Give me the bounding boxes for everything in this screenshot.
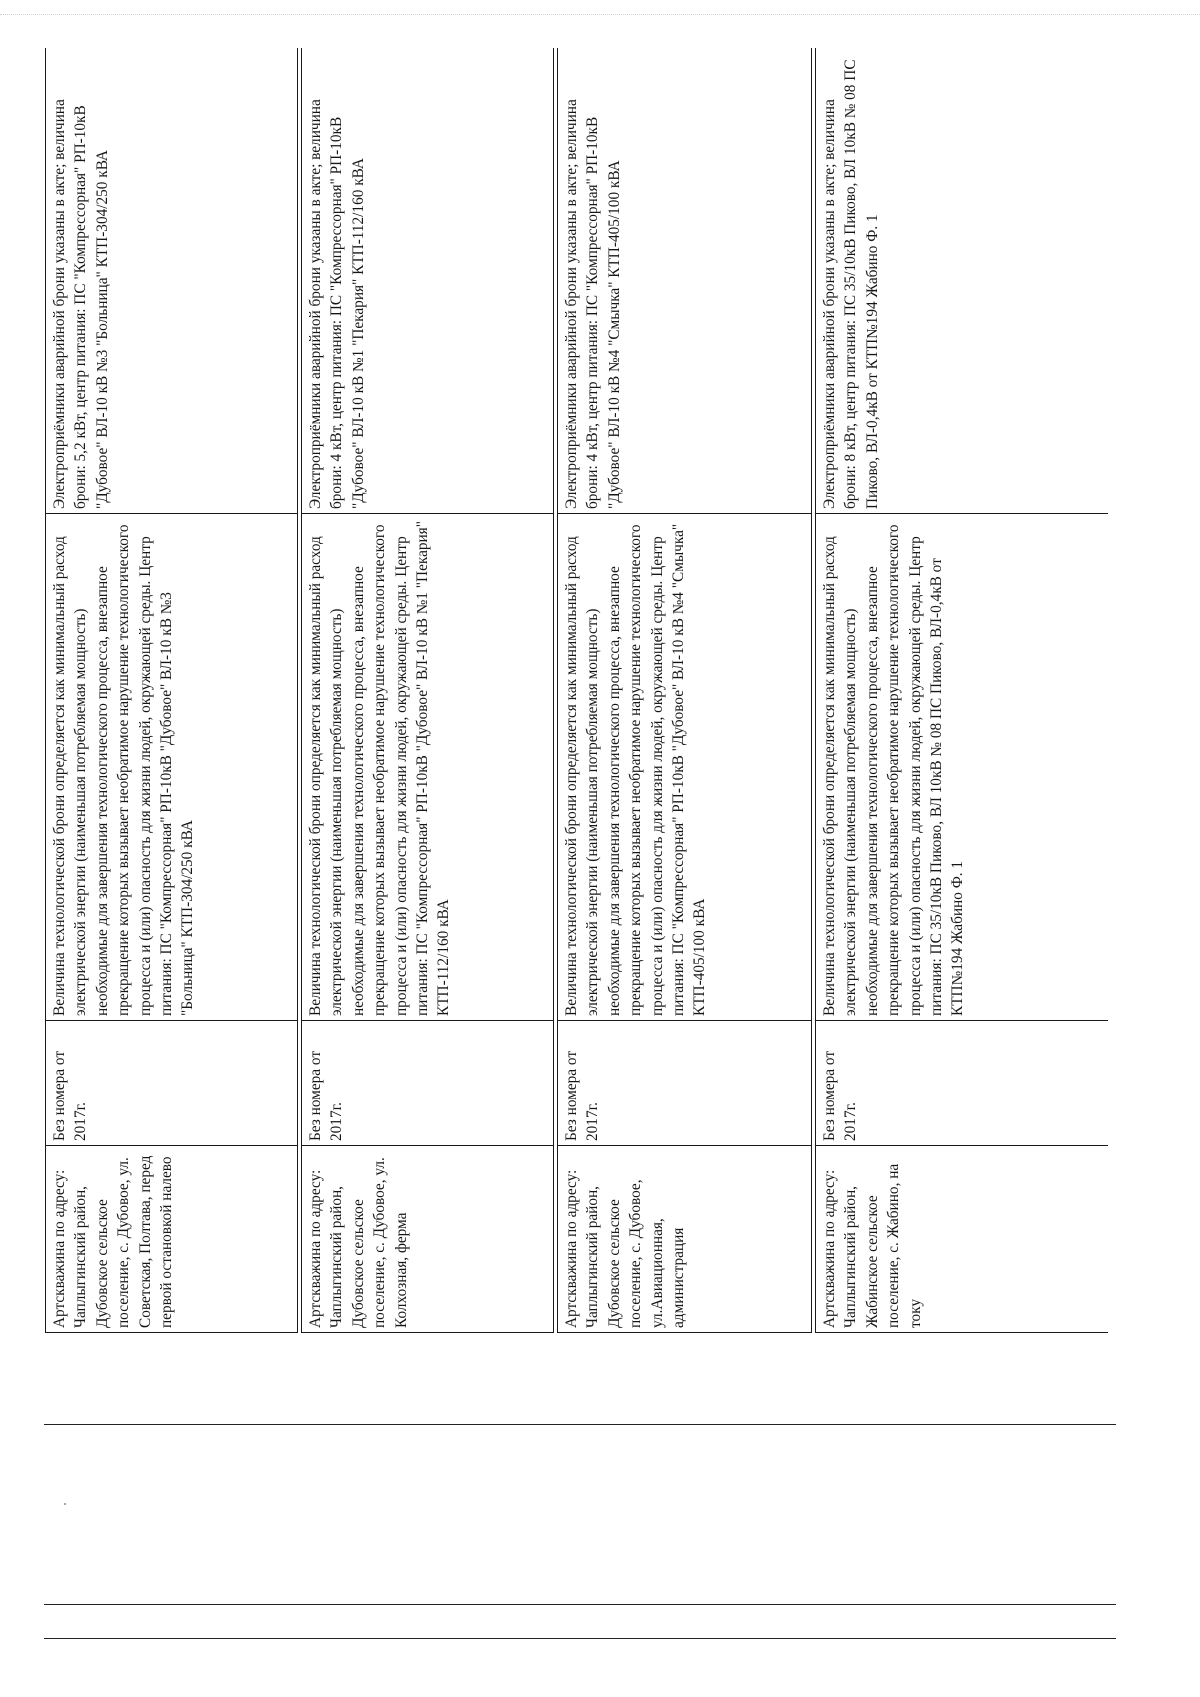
technological-reserve-cell: Величина технологической брони определяется как минимальный расход электрической энергии (наименьшая потребляемая мощность) необходимые для завершения технологического процесса, внезапное прекращение которых вызывает необратимое нарушение технологического процесса и (или) опасность для жизни людей, окружающей среды. Центр питания: ПС "Компрессорная" РП-10кВ "Дубовое" ВЛ-10 кВ №3 "Больница" КТП-304/250 кВА xyxy=(46,514,298,1021)
act-reference-cell: Без номера от 2017г. xyxy=(558,1021,812,1146)
table-row xyxy=(302,48,554,1333)
table-row xyxy=(558,48,812,1333)
object-address-cell: Артскважина по адресу: Чаплыгинский район, Жабинское сельское поселение, с. Жабино, на току xyxy=(816,1146,1109,1333)
horizontal-rule xyxy=(44,1604,1116,1605)
technological-reserve-cell: Величина технологической брони определяется как минимальный расход электрической энергии (наименьшая потребляемая мощность) необходимые для завершения технологического процесса, внезапное прекращение которых вызывает необратимое нарушение технологического процесса и (или) опасность для жизни людей, окружающей среды. Центр питания: ПС "Компрессорная" РП-10кВ "Дубовое" ВЛ-10 кВ №1 "Пекария" КТП-112/160 кВА xyxy=(302,514,554,1021)
table-row xyxy=(46,48,298,1333)
horizontal-rule xyxy=(44,1638,1116,1639)
act-reference-cell: Без номера от 2017г. xyxy=(816,1021,1109,1146)
power-reserve-table xyxy=(45,48,1108,1333)
emergency-reserve-cell: Электроприёмники аварийной брони указаны в акте; величина брони: 4 кВт, центр питания: ПС "Компрессорная" РП-10кВ "Дубовое" ВЛ-10 кВ №4 "Смычка" КТП-405/100 кВА xyxy=(558,48,812,514)
emergency-reserve-cell: Электроприёмники аварийной брони указаны в акте; величина брони: 4 кВт, центр питания: ПС "Компрессорная" РП-10кВ "Дубовое" ВЛ-10 кВ №1 "Пекария" КТП-112/160 кВА xyxy=(302,48,554,514)
object-address-cell: Артскважина по адресу: Чаплыгинский район, Дубовское сельское поселение, с. Дубовое, ул.Авиационная, администрация xyxy=(558,1146,812,1333)
object-address-cell: Артскважина по адресу: Чаплыгинский район, Дубовское сельское поселение, с. Дубовое, ул. Советская, Полтава, перед первой остановкой налево xyxy=(46,1146,298,1333)
technological-reserve-cell: Величина технологической брони определяется как минимальный расход электрической энергии (наименьшая потребляемая мощность) необходимые для завершения технологического процесса, внезапное прекращение которых вызывает необратимое нарушение технологического процесса и (или) опасность для жизни людей, окружающей среды. Центр питания: ПС "Компрессорная" РП-10кВ "Дубовое" ВЛ-10 кВ №4 "Смычка" КТП-405/100 кВА xyxy=(558,514,812,1021)
act-reference-cell: Без номера от 2017г. xyxy=(302,1021,554,1146)
rotated-landscape-layer xyxy=(45,48,1108,1333)
object-address-cell: Артскважина по адресу: Чаплыгинский район, Дубовское сельское поселение, с. Дубовое, ул. Колхозная, ферма xyxy=(302,1146,554,1333)
table-row xyxy=(816,48,1109,1333)
emergency-reserve-cell: Электроприёмники аварийной брони указаны в акте; величина брони: 5,2 кВт, центр питания: ПС "Компрессорная" РП-10кВ "Дубовое" ВЛ-10 кВ №3 "Больница" КТП-304/250 кВА xyxy=(46,48,298,514)
act-reference-cell: Без номера от 2017г. xyxy=(46,1021,298,1146)
scan-border-artifact xyxy=(0,14,1200,15)
emergency-reserve-cell: Электроприёмники аварийной брони указаны в акте; величина брони: 8 кВт, центр питания: ПС 35/10кВ Пиково, ВЛ 10кВ № 08 ПС Пиково, ВЛ-0,4кВ от КТП№194 Жабино Ф. 1 xyxy=(816,48,1109,514)
scan-speck xyxy=(64,1503,66,1505)
horizontal-rule xyxy=(44,1424,1116,1425)
technological-reserve-cell: Величина технологической брони определяется как минимальный расход электрической энергии (наименьшая потребляемая мощность) необходимые для завершения технологического процесса, внезапное прекращение которых вызывает необратимое нарушение технологического процесса и (или) опасность для жизни людей, окружающей среды. Центр питания: ПС 35/10кВ Пиково, ВЛ 10кВ № 08 ПС Пиково, ВЛ-0,4кВ от КТП№194 Жабино Ф. 1 xyxy=(816,514,1109,1021)
rotated-page-content xyxy=(45,48,1108,1333)
